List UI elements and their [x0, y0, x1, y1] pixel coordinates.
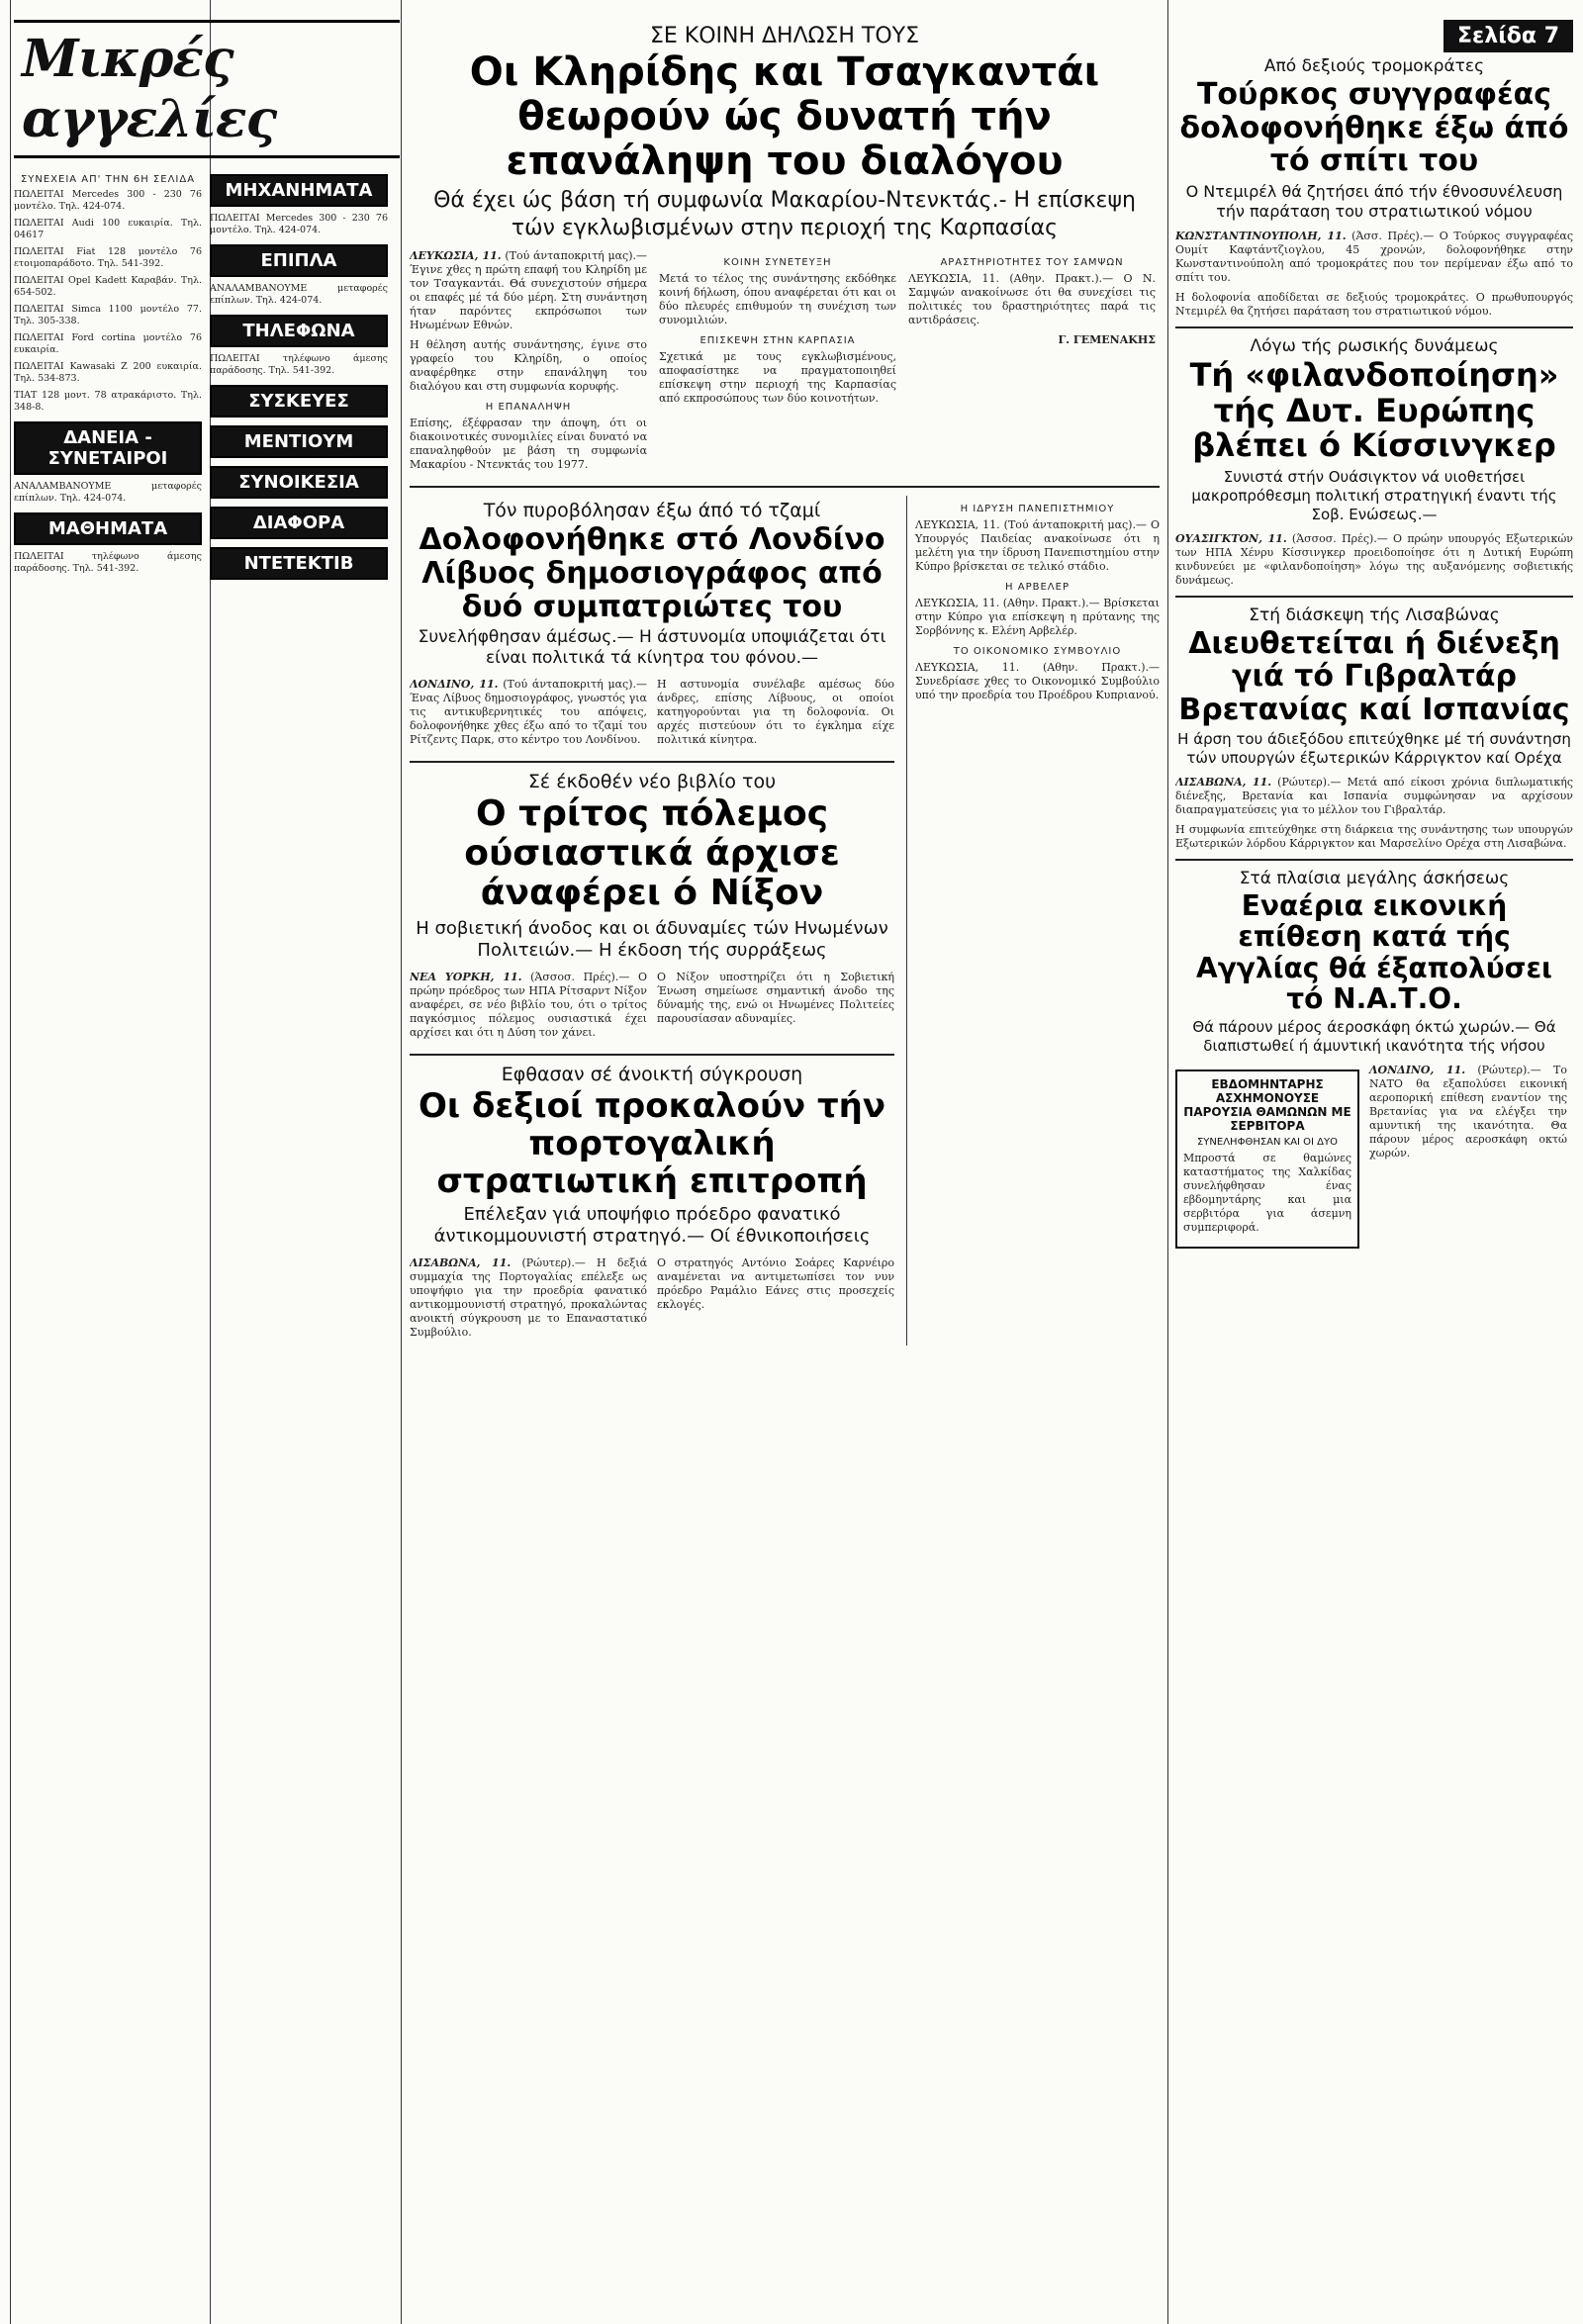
gibraltar-deck: Η άρση του άδιεξόδου επιτεύχθηκε μέ τή συνάντηση τών υπουργών έξωτερικών Κάρριγκτον καί Ορέχα	[1177, 730, 1571, 768]
nato-para: (Ρώυτερ).— Το ΝΑΤΟ θα εξαπολύσει εικονική αεροπορική επίθεση εναντίον της Βρετανίας για να ελέγξει την αμυντική της ικανότητα. Θα πάρουν μέρος αεροσκάφη οκτώ χωρών.	[1369, 1063, 1567, 1160]
nato-deck: Θά πάρουν μέρος άεροσκάφη όκτώ χωρών.— Θά διαπιστωθεί ή άμυντική ικανότητα τής νήσου	[1192, 1018, 1556, 1055]
cyprus-side-para: ΛΕΥΚΩΣΙΑ, 11. (Αθην. Πρακτ.).— Βρίσκεται στην Κύπρο για επίσκεψη η πρύτανης της Σορβόννης κ. Ελένη Αρβελέρ.	[915, 597, 1160, 638]
portugal-dateline: ΛΙΣΑΒΩΝΑ, 11.	[410, 1255, 512, 1269]
portugal-para: (Ρώυτερ).— Η δεξιά συμμαχία της Πορτογαλίας επέλεξε ως υποψήφιο για την προεδρία φανατικό αντικομμουνιστή στρατηγό, προκαλώντας ανοικτή σύγκρουση με το Επαναστατικό Συμβούλιο.	[410, 1255, 647, 1339]
london-para: Η αστυνομία συνέλαβε αμέσως δύο άνδρες, επίσης Λίβυους, οι οποίοι κατηγορούνται για τη δολοφονία. Οι αρχές πιστεύουν ότι το έγκλημα είχε πολιτικά κίνητρα.	[657, 677, 894, 746]
divider	[1175, 596, 1573, 598]
portugal-deck: Επέλεξαν γιά υποψήφιο πρόεδρο φανατικό άντικομμουνιστή στρατηγό.— Οί έθνικοποιήσεις	[433, 1203, 871, 1248]
right-section	[1175, 20, 1573, 2315]
ad-line: ΑΝΑΛΑΜΒΑΝΟΥΜΕ μεταφορές επίπλων. Τηλ. 424-074.	[210, 283, 388, 306]
column-rule	[401, 0, 402, 2324]
section-header: ΔΙΑΦΟΡΑ	[210, 507, 388, 539]
divider	[1175, 859, 1573, 861]
divider	[410, 761, 894, 763]
column-rule	[1167, 0, 1168, 2324]
london-kicker: Τόν πυροβόλησαν έξω άπό τό τζαμί	[483, 500, 821, 522]
classifieds-col-a	[14, 166, 202, 586]
turkey-deck: Ο Ντεμιρέλ θά ζητήσει άπό τήν έθνοσυνέλευση τήν παράταση του στρατιωτικού νόμου	[1185, 181, 1563, 221]
portugal-kicker: Εφθασαν σέ άνοικτή σύγκρουση	[501, 1063, 803, 1085]
section-header: ΣΥΣΚΕΥΕΣ	[210, 385, 388, 418]
ad-line: ΤΙΑΤ 128 μοντ. 78 ατρακάριστο. Τηλ. 348-8.	[14, 390, 202, 413]
london-deck: Συνελήφθησαν άμέσως.— Η άστυνομία υποψιάζεται ότι είναι πολιτικά τά κίνητρα του φόνου.—	[418, 627, 886, 669]
ad-line: ΠΩΛΕΙΤΑΙ τηλέφωνο άμεσης παράδοσης. Τηλ. 541-392.	[210, 353, 388, 376]
turkey-headline: Τούρκος συγγραφέας δολοφονήθηκε έξω άπό τό σπίτι του	[1179, 77, 1569, 179]
nixon-deck: Η σοβιετική άνοδος και οι άδυναμίες τών Ηνωμένων Πολιτειών.— Η έκδοση τής συρράξεως	[416, 917, 888, 962]
gibraltar-kicker: Στή διάσκεψη τής Λισαβώνας	[1249, 604, 1500, 625]
turkey-dateline: ΚΩΝΣΤΑΝΤΙΝΟΥΠΟΛΗ, 11.	[1175, 229, 1347, 242]
nixon-para: Ο Νίξον υποστηρίζει ότι η Σοβιετική Ένωση σημείωσε σημαντική άνοδο της δύναμής της, ενώ οι Ηνωμένες Πολιτείες παρουσίασαν αδυναμίες.	[657, 970, 894, 1025]
portugal-headline: Οι δεξιοί προκαλούν τήν πορτογαλική στρατιωτική επιτροπή	[418, 1085, 886, 1201]
gibraltar-headline: Διευθετείται ή διένεξη γιά τό Γιβραλτάρ Βρετανίας καί Ισπανίας	[1178, 625, 1570, 727]
nixon-kicker: Σέ έκδοθέν νέο βιβλίο του	[527, 770, 777, 792]
cyprus-headline: Οι Κληρίδης και Τσαγκαντάι θεωρούν ώς δυνατή τήν επανάληψη του διαλόγου	[469, 49, 1100, 184]
cyprus-side-subhead: ΑΡΑΣΤΗΡΙΟΤΗΤΕΣ ΤΟΥ ΣΑΜΨΩΝ	[940, 257, 1124, 269]
london-headline: Δολοφονήθηκε στό Λονδίνο Λίβυος δημοσιογράφος από δυό συμπατριώτες του	[419, 522, 885, 624]
cyprus-kicker: ΣΕ ΚΟΙΝΗ ΔΗΛΩΣΗ ΤΟΥΣ	[649, 24, 919, 48]
section-header: ΕΠΙΠΛΑ	[210, 244, 388, 277]
ad-line: ΠΩΛΕΙΤΑΙ Mercedes 300 - 230 76 μοντέλο. Τηλ. 424-074.	[210, 213, 388, 235]
divider	[410, 486, 1160, 488]
section-header: ΜΗΧΑΝΗΜΑΤΑ	[210, 174, 388, 207]
turkey-kicker: Από δεξιούς τρομοκράτες	[1263, 56, 1485, 76]
kissinger-deck: Συνιστά στήν Ουάσιγκτον νά υιοθετήσει μακροπρόθεσμη πολιτική στρατηγική έναντι τής Σοβ. Ενώσεως.—	[1191, 468, 1557, 523]
ad-line: ΠΩΛΕΙΤΑΙ Simca 1100 μοντέλο 77. Τηλ. 305-338.	[14, 304, 202, 326]
nixon-headline: Ο τρίτος πόλεμος ούσιαστικά άρχισε άναφέρει ό Νίξον	[464, 792, 840, 914]
ad-line: ΠΩΛΕΙΤΑΙ Fiat 128 μοντέλο 76 ετοιμοπαράδοτο. Τηλ. 541-392.	[14, 246, 202, 269]
ad-line: ΠΩΛΕΙΤΑΙ Audi 100 ευκαιρία. Τηλ. 04617	[14, 218, 202, 240]
ad-line: ΑΝΑΛΑΜΒΑΝΟΥΜΕ μεταφορές επίπλων. Τηλ. 424-074.	[14, 481, 202, 504]
cyprus-side-subhead: Η ΑΡΒΕΛΕΡ	[1005, 582, 1070, 594]
kissinger-headline: Τή «φιλανδοποίηση» τής Δυτ. Ευρώπης βλέπει ό Κίσσινγκερ	[1189, 355, 1559, 465]
column-rule	[10, 0, 11, 2324]
ad-line: ΠΩΛΕΙΤΑΙ Opel Kadett Καραβάν. Τηλ. 654-502.	[14, 275, 202, 298]
london-dateline: ΛΟΝΔΙΝΟ, 11.	[410, 677, 499, 691]
cyprus-para: Η θέληση αυτής συνάντησης, έγινε στο γραφείο του Κληρίδη, ο οποίος αναφέρθηκε στην επανάληψη του διαλόγου και στη συμφωνία κορυφής.	[410, 338, 647, 394]
sidebox-subtitle: ΣΥΝΕΛΗΦΘΗΣΑΝ ΚΑΙ ΟΙ ΔΥΟ	[1196, 1136, 1338, 1148]
turkey-para: (Άσσ. Πρές).— Ο Τούρκος συγγραφέας Ουμίτ Καφτάντζιογλου, 45 χρονών, δολοφονήθηκε στην Κωνσταντινούπολη από τρομοκράτες που τον περίμεναν έξω από το σπίτι του.	[1175, 229, 1573, 284]
cyprus-subhead: ΕΠΙΣΚΕΨΗ ΣΤΗΝ ΚΑΡΠΑΣΙΑ	[699, 335, 856, 347]
kissinger-para: (Άσσοσ. Πρές).— Ο πρώην υπουργός Εξωτερικών των ΗΠΑ Χένρυ Κίσσινγκερ προειδοποίησε ότι η Δυτική Ευρώπη κινδυνεύει με «φιλανδοποίηση» λόγω της αυξανόμενης σοβιετικής δυνάμεως.	[1175, 531, 1573, 587]
cyprus-side-para: ΛΕΥΚΩΣΙΑ, 11. (Αθην. Πρακτ.).— Συνεδρίασε χθες το Οικονομικό Συμβούλιο υπό την προεδρία του Προέδρου Κυπριανού.	[915, 661, 1160, 702]
ad-line: ΠΩΛΕΙΤΑΙ Kawasaki Z 200 ευκαιρία. Τηλ. 534-873.	[14, 361, 202, 384]
cyprus-side-para: ΛΕΥΚΩΣΙΑ, 11. (Αθην. Πρακτ.).— Ο Ν. Σαμψών ανακοίνωσε ότι θα συνεχίσει τις πολιτικές του δραστηριότητες παρά τις αντιδράσεις.	[908, 272, 1156, 327]
nato-sidebox	[1175, 1069, 1359, 1249]
sidebox-title: ΕΒΔΟΜΗΝΤΑΡΗΣ ΑΣΧΗΜΟΝΟΥΣΕ ΠΑΡΟΥΣΙΑ ΘΑΜΩΝΩΝ ΜΕ ΣΕΡΒΙΤΟΡΑ	[1183, 1076, 1351, 1133]
nato-kicker: Στά πλαίσια μεγάλης άσκήσεως	[1239, 868, 1510, 888]
ad-line: ΠΩΛΕΙΤΑΙ τηλέφωνο άμεσης παράδοσης. Τηλ. 541-392.	[14, 551, 202, 574]
nixon-para: (Άσσοσ. Πρές).— Ο πρώην πρόεδρος των ΗΠΑ Ρίτσαρντ Νίξον αναφέρει, σε νέο βιβλίο του, ότι ο τρίτος παγκόσμιος πόλεμος ουσιαστικά έχει αρχίσει και ότι η Δύση τον χάνει.	[410, 970, 647, 1039]
section-header: ΣΥΝΟΙΚΕΣΙΑ	[210, 466, 388, 499]
section-header: ΜΕΝΤΙΟΥΜ	[210, 425, 388, 458]
cyprus-side-subhead: ΤΟ ΟΙΚΟΝΟΜΙΚΟ ΣΥΜΒΟΥΛΙΟ	[953, 646, 1122, 658]
section-header: ΔΑΝΕΙΑ - ΣΥΝΕΤΑΙΡΟΙ	[14, 421, 202, 475]
cyprus-para: Σχετικά με τους εγκλωβισμένους, αποφασίστηκε να πραγματοποιηθεί επίσκεψη στην περιοχή της Καρπασίας από εκπροσώπους των δύο κοινοτήτων.	[659, 350, 896, 406]
cyprus-side-para: ΛΕΥΚΩΣΙΑ, 11. (Τού άνταποκριτή μας).— Ο Υπουργός Παιδείας ανακοίνωσε ότι η μελέτη για την ίδρυση Πανεπιστημίου στην Κύπρο βρίσκεται σε τελικό στάδιο.	[915, 518, 1160, 574]
ad-line: ΠΩΛΕΙΤΑΙ Ford cortina μοντέλο 76 ευκαιρία.	[14, 332, 202, 355]
continuation-label: ΣΥΝΕΧΕΙΑ ΑΠ' ΤΗΝ 6Η ΣΕΛΙΔΑ	[20, 174, 196, 185]
kissinger-kicker: Λόγω τής ρωσικής δυνάμεως	[1250, 335, 1499, 356]
gibraltar-para: Η συμφωνία επιτεύχθηκε στη διάρκεια της συνάντησης των υπουργών Εξωτερικών λόρδου Κάρριγκτον και Μαρσελίνο Ορέχα στη Λισαβώνα.	[1175, 822, 1573, 850]
gibraltar-dateline: ΛΙΣΑΒΩΝΑ, 11.	[1175, 775, 1272, 789]
center-left-stories	[410, 496, 894, 1345]
cyprus-subhead: Η ΕΠΑΝΑΛΗΨΗ	[485, 402, 572, 414]
gibraltar-para: (Ρώυτερ).— Μετά από είκοσι χρόνια διπλωματικής διένεξης, Βρετανία και Ισπανία συμφώνησαν να αρχίσουν διαπραγματεύσεις για το μέλλον του Γιβραλτάρ.	[1175, 775, 1573, 816]
cyprus-side-column	[906, 496, 1160, 1345]
divider	[1175, 326, 1573, 328]
center-section	[410, 20, 1160, 2315]
section-header: ΜΑΘΗΜΑΤΑ	[14, 512, 202, 545]
section-header: ΤΗΛΕΦΩΝΑ	[210, 315, 388, 347]
cyprus-dateline: ΛΕΥΚΩΣΙΑ, 11.	[410, 249, 502, 263]
section-header: ΝΤΕΤΕΚΤΙΒ	[210, 547, 388, 580]
cyprus-para: Επίσης, έξέφρασαν την άποψη, ότι οι διακοινοτικές συνομιλίες είναι δυνατό να επαναληφθούν με βάση τη συμφωνία Μακαρίου - Ντενκτάς του 1977.	[410, 417, 647, 472]
turkey-para: Η δολοφονία αποδίδεται σε δεξιούς τρομοκράτες. Ο πρωθυπουργός Ντεμιρέλ θα ζητήσει παράταση του στρατιωτικού νόμου.	[1175, 290, 1573, 318]
divider	[410, 1054, 894, 1056]
london-para: (Τού άνταποκριτή μας).— Ένας Λίβυος δημοσιογράφος, γνωστός για τις αντικυβερνητικές του απόψεις, δολοφονήθηκε χθες έξω από το τζαμί του Ρίτζεντς Παρκ, στο κέντρο του Λονδίνου.	[410, 677, 647, 746]
cyprus-deck: Θά έχει ώς βάση τή συμφωνία Μακαρίου-Ντενκτάς.- Η επίσκεψη τών εγκλωβισμένων στην περιοχή της Καρπασίας	[433, 188, 1136, 240]
classifieds-section	[14, 20, 400, 2315]
classifieds-col-b	[210, 166, 388, 586]
nato-headline: Εναέρια εικονική επίθεση κατά τής Αγγλίας θά έξαπολύσει τό Ν.Α.Τ.Ο.	[1196, 888, 1552, 1015]
kissinger-dateline: ΟΥΑΣΙΓΚΤΟΝ, 11.	[1175, 531, 1287, 545]
cyprus-subhead: ΚΟΙΝΗ ΣΥΝΕΤΕΥΞΗ	[723, 257, 832, 269]
nixon-dateline: ΝΕΑ ΥΟΡΚΗ, 11.	[410, 970, 522, 983]
portugal-para: Ο στρατηγός Αντόνιο Σοάρες Καρνέιρο αναμένεται να αντιμετωπίσει τον νυν πρόεδρο Ραμάλιο Εάνες στις προσεχείς εκλογές.	[657, 1255, 894, 1311]
byline: Γ. ΓΕΜΕΝΑΚΗΣ	[1058, 333, 1156, 347]
page-number-wrap	[1175, 20, 1573, 52]
sidebox-text: Μπροστά σε θαμώνες καταστήματος της Χαλκίδας συνελήφθησαν ένας εβδομηντάρης και μια σερβιτόρα για άσεμνη συμπεριφορά.	[1183, 1151, 1351, 1234]
page-number: Σελίδα 7	[1443, 20, 1573, 52]
nato-dateline: ΛΟΝΔΙΝΟ, 11.	[1369, 1063, 1466, 1076]
cyprus-body	[410, 249, 1160, 478]
classifieds-title: Μικρές αγγελίες	[14, 20, 400, 158]
cyprus-para: Μετά το τέλος της συνάντησης εκδόθηκε κοινή δήλωση, όπου αναφέρεται ότι και οι δύο πλευρές επιθυμούν τη συνέχιση των συνομιλιών.	[659, 272, 896, 327]
cyprus-side-subhead: Η ΙΔΡΥΣΗ ΠΑΝΕΠΙΣΤΗΜΙΟΥ	[960, 504, 1115, 515]
ad-line: ΠΩΛΕΙΤΑΙ Mercedes 300 - 230 76 μοντέλο. Τηλ. 424-074.	[14, 189, 202, 212]
cyprus-para: (Τού άνταποκριτή μας).— Έγινε χθες η πρώτη επαφή του Κληρίδη με τον Τσαγκαντάι. Θά συνεχιστούν σήμερα οι επαφές μέ τά δύο μέρη. Στη συνάντηση ήταν παρόντες εκπρόσωποι των Ηνωμένων Εθνών.	[410, 249, 647, 332]
